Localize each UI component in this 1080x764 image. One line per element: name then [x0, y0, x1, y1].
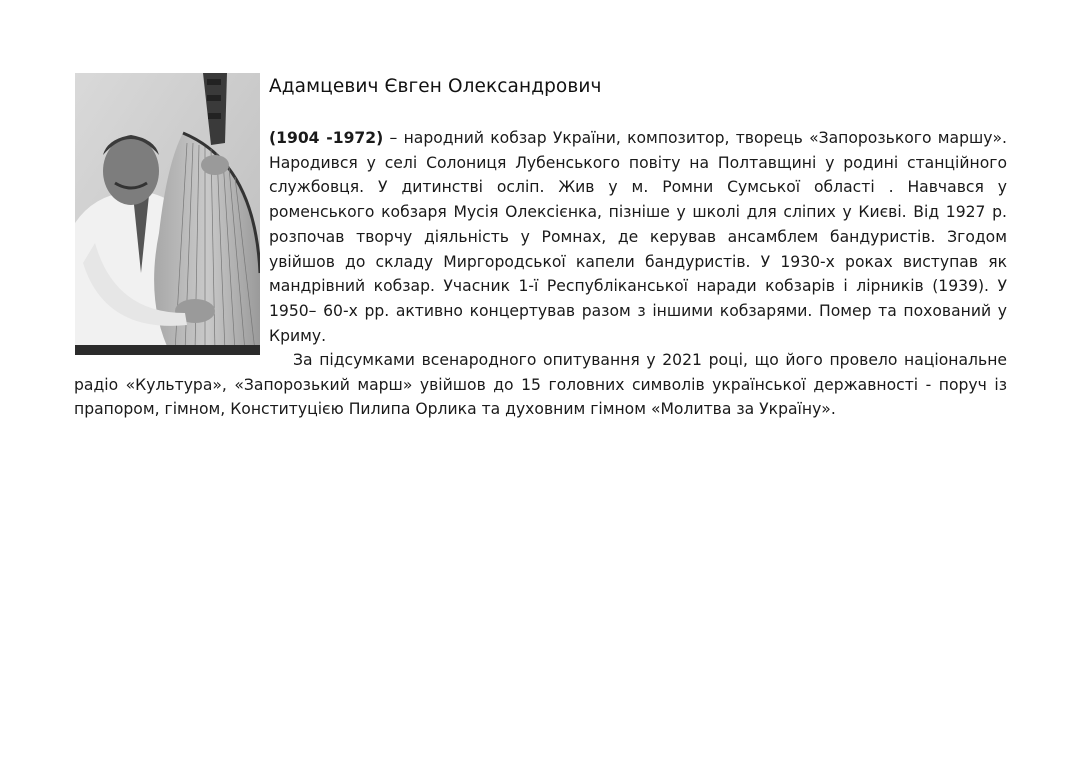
portrait-photo: [75, 73, 260, 355]
person-name-title: Адамцевич Євген Олександрович: [269, 76, 602, 97]
anthem-paragraph: За підсумками всенародного опитування у 2021 році, що його провело національне радіо «Культура», «Запорозький марш» увійшов до 15 головних символів української державності - поруч із прапором, гімном, Конституцією Пилипа Орлика та духовним гімном «Молитва за Україну».: [74, 351, 1007, 419]
life-years: (1904 -1972): [269, 129, 384, 147]
bandura-player-image-icon: [75, 73, 260, 355]
biography-paragraph: [269, 126, 1007, 348]
biography-text: – народний кобзар України, композитор, творець «Запорозького маршу». Народився у селі Солониця Лубенського повіту на Полтавщині у родині станційного службовця. У дитинстві осліп. Жив у м. Ромни Сумської області . Навчався у роменського кобзаря Мусія Олексієнка, пізніше у школі для сліпих у Києві. Від 1927 р. розпочав творчу діяльність у Ромнах, де керував ансамблем бандуристів. Згодом увійшов до складу Миргородської капели бандуристів. У 1930-х роках виступав як мандрівний кобзар. Учасник 1-ї Республіканської наради кобзарів і лірників (1939). У 1950– 60-х рр. активно концертував разом з іншими кобзарями. Помер та похований у Криму.: [269, 129, 1007, 345]
